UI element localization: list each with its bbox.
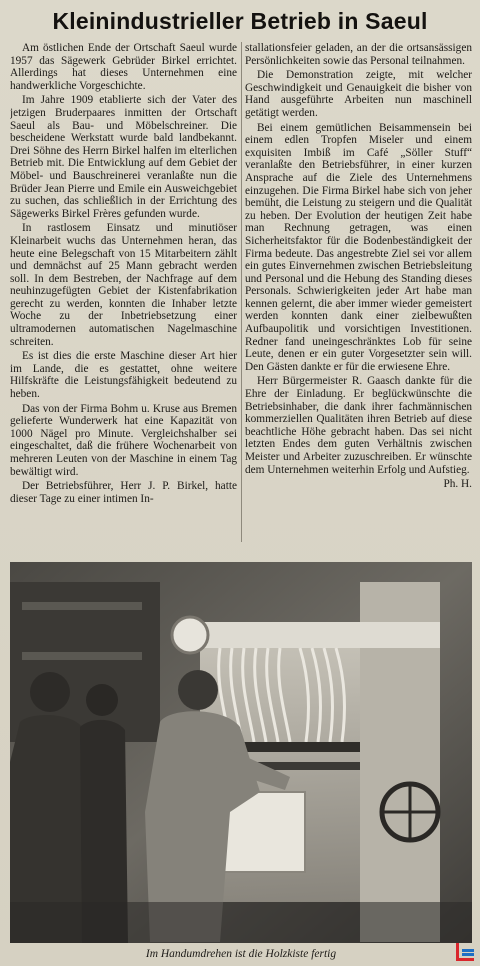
column-divider — [241, 42, 242, 542]
nailing-machine-photo — [10, 562, 472, 943]
article-column-left — [10, 42, 237, 545]
paragraph-continuation: stallationsfeier geladen, an der die ortsansässigen Persönlichkeiten sowie das Personal teilnahmen. — [245, 42, 472, 67]
paragraph: Bei einem gemütlichen Beisammensein bei einem edlen Tropfen Miseler und einem exquisiten Imbiß im Café „Söller Stuff“ veranlaßte den Betriebsführer, in einer kurzen Ansprache auf die Ziele des Unternehmens einzugehen. Die Firma Birkel habe sich von jeher bemüht, die Leistung zu steigern und die Qualität zu heben. Der Evolution der heutigen Zeit habe man Rechnung getragen, was einen Sicherheitsfaktor für die Bodenbeständigkeit der Firma bedeute. Das angestrebte Ziel sei vor allem ein gutes Einvernehmen zwischen Betriebsleitung und Personal und die Hebung des Standing dieses Personals. Schwierigkeiten jeder Art habe man kennen gelernt, die aber immer wieder gemeistert werden konnten dank einer zielbewußten Aufbaupolitik und vorsichtigen Investitionen. Redner fand uneingeschränktes Lob für seine Leute, denen er ein guter Vorgesetzter sein will. Den Gästen dankte er für die erwiesene Ehre. — [245, 121, 472, 373]
paragraph: Herr Bürgermeister R. Gaasch dankte für die Ehre der Einladung. Er beglückwünschte die Betriebsinhaber, die dank ihrer fachmännischen kommerziellen Qualitäten ihren Betrieb auf diese beachtliche Höhe gebracht haben. Das sei nicht letzten Endes dem guten Verhältnis zwischen Meister und Arbeiter zuzuschreiben. Er wünschte dem Unternehmen weiterhin Erfolg und Aufstieg. — [245, 375, 472, 476]
photo-caption: Im Handumdrehen ist die Holzkiste fertig — [145, 948, 337, 960]
paragraph: Das von der Firma Bohm u. Kruse aus Bremen gelieferte Wunderwerk hat eine Kapazität von 1000 Nägel pro Minute. Vergleichshalber sei eingeschaltet, daß die frühere Wochenarbeit von mehreren Leuten von der Maschine in einem Tag bewältigt wird. — [10, 402, 237, 478]
paragraph: Es ist dies die erste Maschine dieser Art hier im Lande, die es gestattet, ohne weitere Hilfskräfte die Leistungsfähigkeit bedeutend zu heben. — [10, 350, 237, 401]
photo-illustration — [10, 562, 472, 943]
paragraph: Die Demonstration zeigte, mit welcher Geschwindigkeit und Genauigkeit die bisher von Hand ausgeführte Arbeiten nun maschinell getätigt werden. — [245, 69, 472, 119]
paragraph: In rastlosem Einsatz und minutiöser Kleinarbeit wuchs das Unternehmen heran, das heute eine Belegschaft von 15 Mitarbeitern zählt und demnächst auf 25 Mann gebracht werden soll. In dem Bestreben, der Nachfrage auf dem neuhinzugefügten Gebiet der Kistenfabrikation gerecht zu werden, konnten die Inhaber letzte Woche zu der Inbetriebsetzung einer ultramodernen automatischen Nagelmaschine schreiten. — [10, 222, 237, 348]
paragraph: Im Jahre 1909 etablierte sich der Vater des jetzigen Bruderpaares inmitten der Ortschaft Saeul als Bau- und Möbelschreiner. Die bescheidene Werkstatt wurde bald landbekannt. Drei Söhne des Herrn Birkel halfen im elterlichen Betrieb mit. Die Entwicklung auf dem Gebiet der Möbel- und Bauschreinerei veranlaßte nun die Brüder Jean Pierre und Emile ein Ausweichgebiet zu suchen, das schließlich in der Errichtung des Sägewerks Birkel Frères gefunden wurde. — [10, 94, 237, 220]
paragraph: Der Betriebsführer, Herr J. P. Birkel, hatte dieser Tage zu einer intimen In- — [10, 480, 237, 505]
author-signature: Ph. H. — [443, 478, 472, 491]
paragraph: Am östlichen Ende der Ortschaft Saeul wurde 1957 das Sägewerk Gebrüder Birkel errichtet. Allerdings hat dieses Unternehmen eine handwerkliche Vorgeschichte. — [10, 42, 237, 92]
article-column-right — [245, 42, 472, 545]
article-headline: Kleinindustrieller Betrieb in Saeul — [52, 8, 428, 34]
publisher-logo-icon — [454, 941, 476, 963]
